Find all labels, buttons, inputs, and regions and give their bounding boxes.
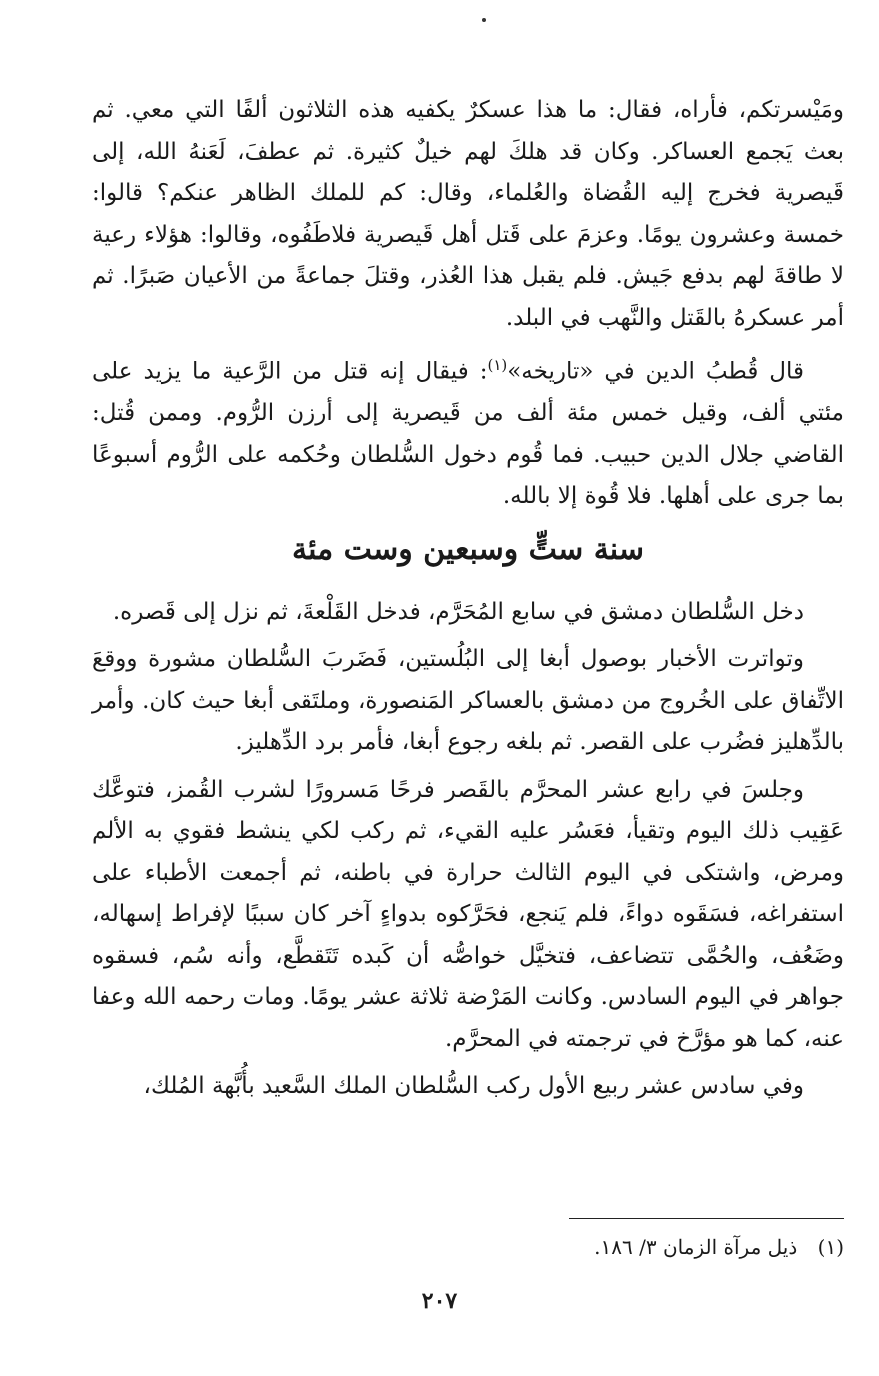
section-heading: سنة ستٍّ وسبعين وست مئة <box>292 531 644 567</box>
paragraph-4: وتواترت الأخبار بوصول أبغا إلى البُلُستين، فَضَربَ السُّلطان مشورة ووقعَ الاتِّفاق على الخُروج من دمشق بالعساكر المَنصورة، وملتَقى أبغا حيث كان. وأمر بالدِّهليز فضُرب على القصر. ثم بلغه رجوع أبغا، فأمر برد الدِّهليز. <box>92 646 844 756</box>
paragraph-2-start: قال قُطبُ الدين في «تاريخه» <box>507 358 804 385</box>
page-dot <box>482 18 486 22</box>
paragraph-5: وجلسَ في رابع عشر المحرَّم بالقَصر فرحًا مَسرورًا لشرب القُمز، فتوعَّك عَقِيب ذلك اليوم وتقيأ، فعَسُر عليه القيء، ثم ركب لكي ينشط فقوي به الألم ومرض، واشتكى في اليوم الثالث حرارة في باطنه، ثم أجمعت الأطباء على استفراغه، فسَقَوه دواءً، فلم يَنجع، فحَرَّكوه بدواءٍ آخر كان سببًا لإفراط إسهاله، وضَعُف، والحُمَّى تتضاعف، فتخيَّل خواصُّه أن كَبده تَتَقطَّع، وأنه سُم، فسقوه جواهر في اليوم السادس. وكانت المَرْضة ثلاثة عشر يومًا. ومات رحمه الله وعفا عنه، كما هو مؤرَّخ في ترجمته في المحرَّم. <box>92 776 844 1052</box>
paragraph-6: وفي سادس عشر ربيع الأول ركب السُّلطان الملك السَّعيد بأُبَّهة المُلك، <box>143 1073 804 1100</box>
paragraph-2 <box>92 345 844 518</box>
footnote-reference: (١) <box>487 356 508 374</box>
page-body <box>92 90 844 1114</box>
footnote <box>594 1230 844 1264</box>
footnote-text: ذيل مرآة الزمان ٣/ ١٨٦. <box>594 1235 798 1259</box>
paragraph-3: دخل السُّلطان دمشق في سابع المُحَرَّم، فدخل القَلْعةَ، ثم نزل إلى قَصره. <box>112 598 804 625</box>
footnote-divider <box>569 1218 844 1219</box>
paragraph-1: ومَيْسرتكم، فأراه، فقال: ما هذا عسكرٌ يكفيه هذه الثلاثون ألفًا التي معي. ثم بعث يَجمع العساكر. وكان قد هلكَ لهم خيلٌ كثيرة. ثم عطفَ، لَعَنهُ الله، إلى قَيصرية فخرج إليه القُضاة والعُلماء، وقال: كم للملك الظاهر عنكم؟ قالوا: خمسة وعشرون يومًا. وعزمَ على قَتل أهل قَيصرية فلاطَفُوه، وقالوا: هؤلاء رعية لا طاقةَ لهم بدفع جَيش. فلم يقبل هذا العُذر، وقتلَ جماعةً من الأعيان صَبرًا. ثم أمر عسكرهُ بالقَتل والنَّهب في البلد. <box>92 97 844 331</box>
page-number: ٢٠٧ <box>421 1288 458 1314</box>
paragraph-2-end: : فيقال إنه قتل من الرَّعية ما يزيد على مئتي ألف، وقيل خمس مئة ألف من قَيصرية إلى أرزن الرُّوم. وممن قُتل: القاضي جلال الدين حبيب. فما قُوم دخول السُّلطان وحُكمه على الرُّوم أسبوعًا بما جرى على أهلها. فلا قُوة إلا بالله. <box>92 358 844 510</box>
footnote-marker: (١) <box>817 1235 844 1259</box>
